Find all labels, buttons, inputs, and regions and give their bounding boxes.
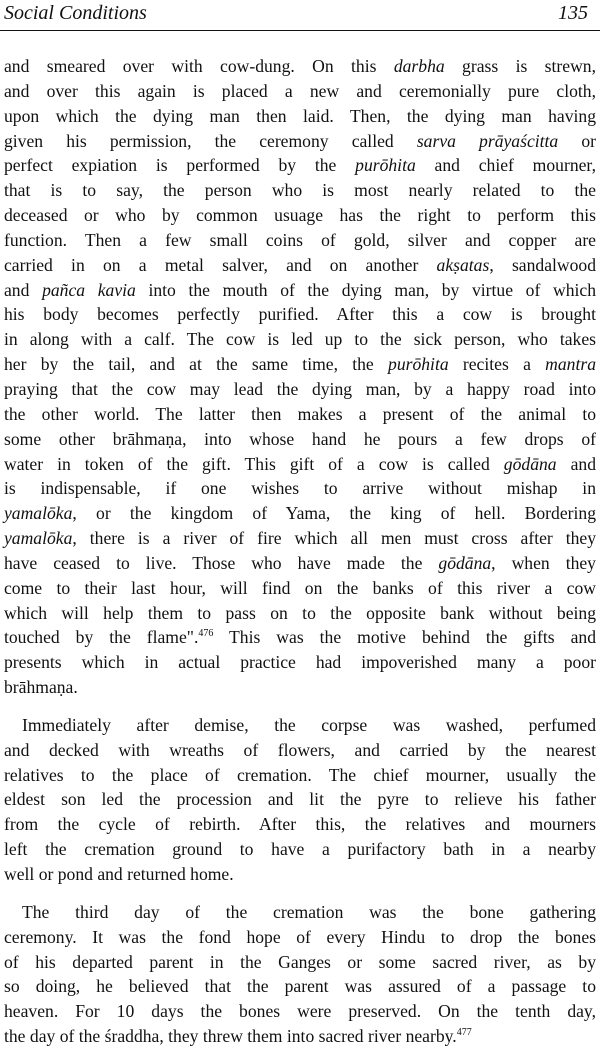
text-run: which will help them to pass on to the opposite bank without being [4, 602, 596, 623]
text-line [4, 738, 596, 763]
text-run: or [558, 130, 596, 151]
text-run: , there is a river of fire which all men must cross after they [72, 528, 596, 549]
text-run: in along with a calf. The cow is led up to the sick person, who takes [4, 329, 596, 350]
text-line [4, 1024, 596, 1049]
italic-term: yamalōka [4, 503, 73, 524]
text-line [4, 675, 596, 700]
text-line [4, 713, 596, 738]
text-run: from the cycle of rebirth. After this, the relatives and mourners [4, 814, 596, 835]
italic-term: pañca kavia [42, 279, 136, 300]
paragraph [4, 713, 596, 887]
body-text [4, 54, 596, 1062]
text-line [4, 862, 596, 887]
text-line [4, 129, 596, 154]
text-line [4, 650, 596, 675]
text-run: of his departed parent in the Ganges or some sacred river, as by [4, 951, 596, 972]
text-line [4, 203, 596, 228]
text-line [4, 837, 596, 862]
text-run: and smeared over with cow-dung. On this [4, 56, 394, 76]
text-run: presents which in actual practice had impoverished many a poor [4, 652, 596, 673]
running-header [0, 0, 600, 30]
text-run: deceased or who by common usuage has the right to perform this [4, 205, 596, 226]
text-run: , or the kingdom of Yama, the king of hell. Bordering [72, 503, 596, 524]
text-run: come to their last hour, will find on the banks of this river a cow [4, 577, 596, 598]
text-line [4, 601, 596, 626]
text-line [4, 79, 596, 104]
text-line [4, 974, 596, 999]
text-run: praying that the cow may lead the dying man, by a happy road into [4, 378, 596, 399]
text-run: This was the motive behind the gifts and [213, 627, 596, 648]
text-run: well or pond and returned home. [4, 864, 234, 884]
footnote-ref: 477 [456, 1027, 472, 1039]
text-run: his body becomes perfectly purified. After this a cow is brought [4, 304, 596, 325]
text-run: into the mouth of the dying man, by virtue of which [135, 279, 596, 300]
text-run: , sandalwood [489, 254, 597, 275]
text-line [4, 526, 596, 551]
italic-term: purōhita [388, 354, 449, 375]
text-run: and [4, 279, 43, 300]
paragraph [4, 54, 596, 700]
text-line [4, 178, 596, 203]
italic-term: gōdāna [438, 552, 492, 573]
text-line [4, 900, 596, 925]
italic-term: akṣatas [436, 254, 490, 275]
text-run: the day of the śraddha, they threw them into sacred river nearby. [4, 1026, 457, 1047]
text-run: The third day of the cremation was the bone gathering [22, 901, 596, 922]
italic-term: mantra [545, 354, 596, 375]
text-run: and chief mourner, [415, 155, 596, 176]
text-line [4, 54, 596, 79]
text-run: ceremony. It was the fond hope of every Hindu to drop the bones [4, 926, 596, 947]
header-rule [0, 30, 600, 31]
text-line [4, 763, 596, 788]
text-line [4, 787, 596, 812]
text-run: carried in on a metal salver, and on another [4, 254, 437, 275]
text-line [4, 812, 596, 837]
text-line [4, 925, 596, 950]
text-line [4, 452, 596, 477]
italic-term: gōdāna [503, 453, 557, 474]
text-run: grass is strewn, [444, 56, 596, 76]
text-run: touched by the flame". [4, 627, 199, 648]
text-run: Immediately after demise, the corpse was washed, perfumed [22, 714, 596, 735]
text-run: brāhmaṇa. [4, 677, 78, 698]
text-line [4, 551, 596, 576]
text-run: perfect expiation is performed by the [4, 155, 356, 176]
text-line [4, 104, 596, 129]
text-run: relatives to the place of cremation. The chief mourner, usually the [4, 764, 596, 785]
text-line [4, 625, 596, 650]
text-run: function. Then a few small coins of gold, silver and copper are [4, 229, 596, 250]
text-run: left the cremation ground to have a purifactory bath in a nearby [4, 839, 596, 860]
text-line [4, 950, 596, 975]
text-run: some other brāhmaṇa, into whose hand he pours a few drops of [4, 428, 596, 449]
text-run: water in token of the gift. This gift of a cow is called [4, 453, 504, 474]
italic-term: sarva prāyaścitta [416, 130, 559, 151]
text-run: is indispensable, if one wishes to arrive without mishap in [4, 478, 596, 499]
text-line [4, 476, 596, 501]
text-line [4, 999, 596, 1024]
text-run: her by the tail, and at the same time, the [4, 354, 389, 375]
italic-term: purōhita [355, 155, 416, 176]
italic-term: darbha [393, 56, 445, 76]
text-run: eldest son led the procession and lit the pyre to relieve his father [4, 789, 596, 810]
running-title: Social Conditions [4, 2, 147, 24]
paragraph [4, 900, 596, 1049]
text-run: recites a [448, 354, 546, 375]
text-run: , when they [491, 552, 596, 573]
text-run: have ceased to live. Those who have made the [4, 552, 439, 573]
text-line [4, 377, 596, 402]
text-run: that is to say, the person who is most nearly related to the [4, 180, 596, 201]
text-run: so doing, he believed that the parent was assured of a passage to [4, 976, 596, 997]
text-run: given his permission, the ceremony called [4, 130, 417, 151]
text-run: the other world. The latter then makes a present of the animal to [4, 403, 596, 424]
text-line [4, 327, 596, 352]
text-line [4, 302, 596, 327]
text-line [4, 576, 596, 601]
text-line [4, 153, 596, 178]
italic-term: yamalōka [4, 528, 73, 549]
text-line [4, 253, 596, 278]
text-line [4, 501, 596, 526]
text-run: and decked with wreaths of flowers, and carried by the nearest [4, 739, 596, 760]
text-line [4, 402, 596, 427]
footnote-ref: 476 [198, 628, 214, 640]
text-line [4, 427, 596, 452]
text-run: and over this again is placed a new and ceremonially pure cloth, [4, 80, 596, 101]
text-line [4, 228, 596, 253]
text-run: and [556, 453, 596, 474]
page-number: 135 [558, 2, 588, 24]
text-run: heaven. For 10 days the bones were preserved. On the tenth day, [4, 1001, 596, 1022]
text-run: upon which the dying man then laid. Then, the dying man having [4, 105, 596, 126]
text-line [4, 278, 596, 303]
text-line [4, 352, 596, 377]
